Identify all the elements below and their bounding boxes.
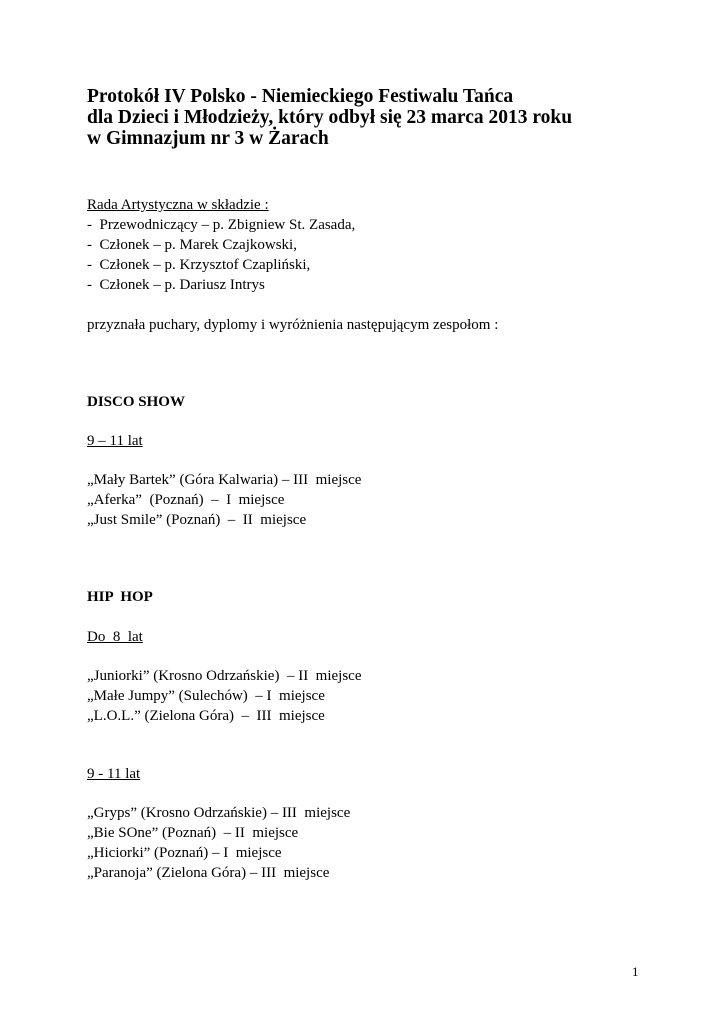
- council-member: - Członek – p. Dariusz Intrys: [87, 277, 265, 293]
- council-member: - Członek – p. Marek Czajkowski,: [87, 237, 297, 253]
- result-entry: „Hiciorki” (Poznań) – I miejsce: [87, 845, 282, 861]
- council-member: - Przewodniczący – p. Zbigniew St. Zasada,: [87, 217, 356, 233]
- title-line-1: Protokół IV Polsko - Niemieckiego Festiwalu Tańca: [87, 86, 514, 107]
- result-entry: „L.O.L.” (Zielona Góra) – III miejsce: [87, 708, 325, 724]
- section-heading-hiphop: HIP HOP: [87, 589, 153, 605]
- title-line-2: dla Dzieci i Młodzieży, który odbył się 23 marca 2013 roku: [87, 107, 573, 128]
- result-entry: „Gryps” (Krosno Odrzańskie) – III miejsce: [87, 805, 351, 821]
- result-entry: „Paranoja” (Zielona Góra) – III miejsce: [87, 865, 330, 881]
- title-line-3: w Gimnazjum nr 3 w Żarach: [87, 128, 329, 149]
- result-entry: „Juniorki” (Krosno Odrzańskie) – II miejsce: [87, 668, 362, 684]
- result-entry: „Mały Bartek” (Góra Kalwaria) – III miejsce: [87, 472, 362, 488]
- age-group-hiphop-1: Do 8 lat: [87, 629, 143, 645]
- council-member: - Członek – p. Krzysztof Czapliński,: [87, 257, 311, 273]
- council-heading: Rada Artystyczna w składzie :: [87, 197, 269, 213]
- age-group-disco: 9 – 11 lat: [87, 433, 143, 449]
- result-entry: „Aferka” (Poznań) – I miejsce: [87, 492, 285, 508]
- age-group-hiphop-2: 9 - 11 lat: [87, 766, 141, 782]
- section-heading-disco: DISCO SHOW: [87, 394, 185, 410]
- intro-text: przyznała puchary, dyplomy i wyróżnienia następującym zespołom :: [87, 317, 499, 333]
- page-number: 1: [632, 964, 639, 979]
- document-title: [87, 86, 572, 149]
- result-entry: „Bie SOne” (Poznań) – II miejsce: [87, 825, 299, 841]
- result-entry: „Małe Jumpy” (Sulechów) – I miejsce: [87, 688, 325, 704]
- result-entry: „Just Smile” (Poznań) – II miejsce: [87, 512, 307, 528]
